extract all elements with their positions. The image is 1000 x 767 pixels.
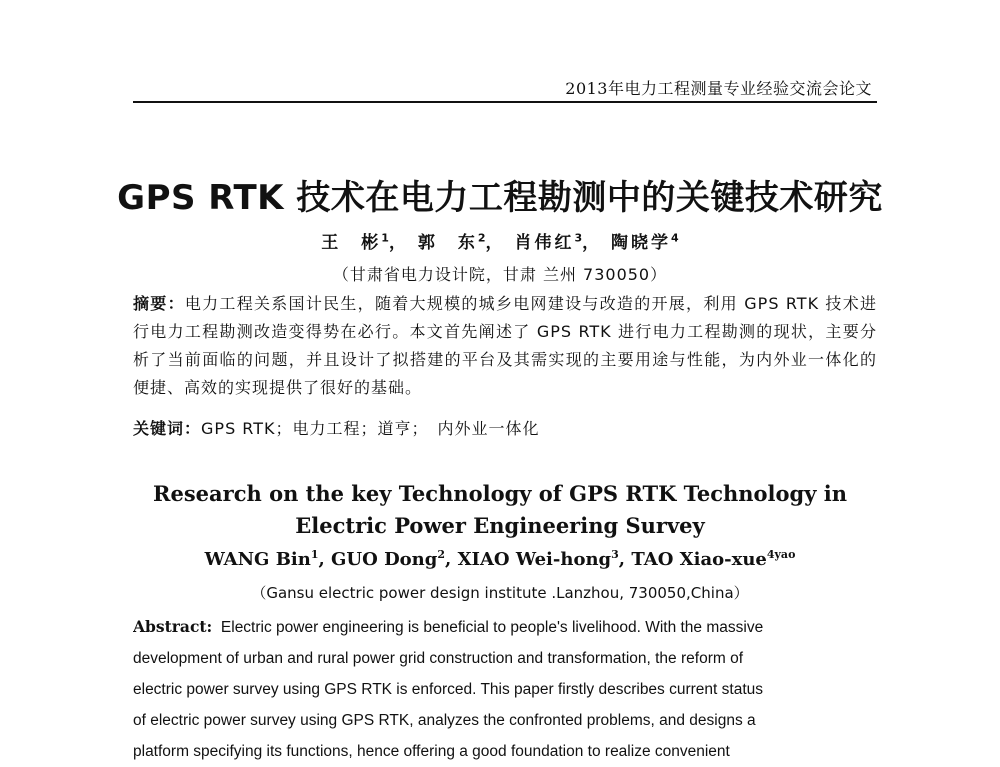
authors-en: WANG Bin$^1$, GUO Dong$^2$, XIAO Wei-hong$^3$, TAO Xiao-xue$^{4yao}$ [204, 548, 796, 570]
affiliation-cn: （甘肃省电力设计院，甘肃 兰州 730050） [332, 265, 668, 284]
paper-title-en-line: Electric Power Engineering Survey [295, 513, 705, 538]
abstract-cn [133, 290, 877, 402]
keywords-cn-label: 关键词： [133, 419, 202, 438]
abstract-en [133, 611, 877, 767]
author-cn: 郭 东 [417, 233, 478, 253]
keywords-cn [133, 415, 877, 443]
affiliation-en: （Gansu electric power design institute .Lanzhou, 730050,China） [251, 584, 749, 602]
paper-title-en-line: Research on the key Technology of GPS RTK Technology in [153, 481, 847, 506]
paper-title-en [0, 478, 1000, 542]
author-cn: 陶晓学 [611, 233, 672, 253]
author-en: TAO Xiao-xue [631, 549, 767, 570]
abstract-cn-label: 摘要： [133, 294, 185, 313]
author-cn: 王 彬 [321, 233, 382, 253]
author-en-affil-mark: 3 [611, 548, 619, 561]
abstract-en-line-text: Electric power engineering is beneficial to people's livelihood. With the massive [220, 619, 764, 636]
author-cn-affil-mark: 4 [671, 231, 679, 245]
abstract-cn-text: 电力工程关系国计民生，随着大规模的城乡电网建设与改造的开展，利用 GPS RTK 技术进行电力工程勘测改造变得势在必行。本文首先阐述了 GPS RTK 进行电力工程勘测的现状，主要分析了当前面临的问题，并且设计了拟搭建的平台及其需实现的主要用途与性能，为内外业一体化的便捷、高效的实现提供了很好的基础。 [133, 294, 877, 397]
author-en-affil-mark: 4yao [766, 548, 796, 561]
author-cn-affil-mark: 1 [381, 231, 389, 245]
abstract-en-line: platform specifying its functions, hence offering a good foundation to realize convenient [133, 743, 730, 760]
abstract-en-line [133, 611, 877, 643]
author-cn: 肖伟红 [514, 233, 575, 253]
abstract-en-label: Abstract: [133, 617, 213, 636]
paper-title-cn: GPS RTK 技术在电力工程勘测中的关键技术研究 [117, 178, 883, 218]
authors-cn: 王 彬$^1$， 郭 东$^2$， 肖伟红$^3$， 陶晓学$^4$ [321, 231, 679, 253]
proceedings-header: 2013年电力工程测量专业经验交流会论文 [565, 79, 872, 98]
author-cn-affil-mark: 3 [574, 231, 583, 245]
abstract-en-line: electric power survey using GPS RTK is enforced. This paper firstly describes current status [133, 681, 764, 698]
author-cn-affil-mark: 2 [477, 231, 486, 245]
author-en-affil-mark: 2 [437, 548, 446, 561]
author-en: GUO Dong [331, 549, 438, 570]
author-en: WANG Bin [204, 549, 311, 570]
header-rule [133, 101, 877, 103]
author-en-affil-mark: 1 [310, 548, 319, 561]
abstract-en-line: of electric power survey using GPS RTK, analyzes the confronted problems, and designs a [133, 712, 756, 729]
author-en: XIAO Wei-hong [457, 549, 612, 570]
abstract-en-line: development of urban and rural power grid construction and transformation, the reform of [133, 650, 743, 667]
keywords-cn-text: GPS RTK；电力工程；道亨； 内外业一体化 [201, 419, 540, 438]
